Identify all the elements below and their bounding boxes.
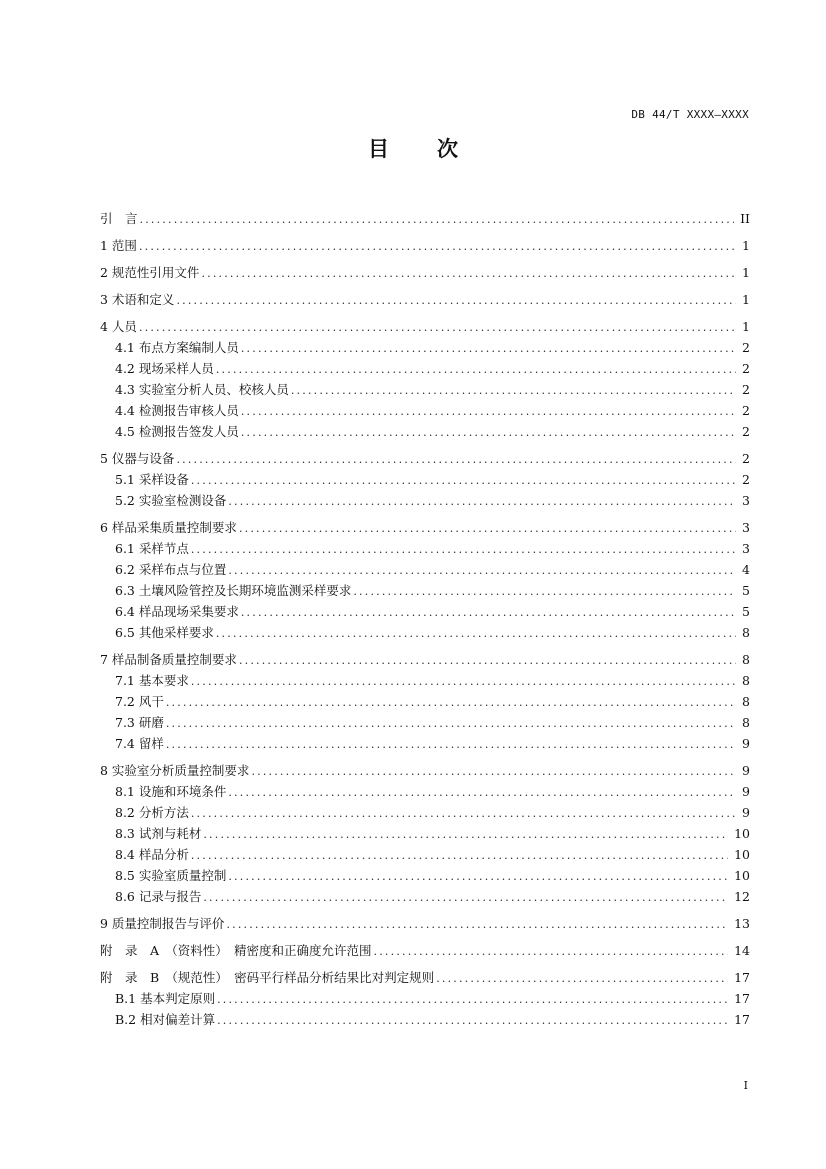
title-char-1: 目 xyxy=(368,136,389,161)
toc-subentry[interactable] xyxy=(100,691,750,712)
toc-dot-leader xyxy=(216,359,736,380)
toc-subentry[interactable] xyxy=(100,865,750,886)
toc-entry-label: 8.3 试剂与耗材 xyxy=(115,826,202,841)
toc-dot-leader xyxy=(176,290,736,311)
toc-entry-label: 附 录 A （资料性） 精密度和正确度允许范围 xyxy=(100,943,372,958)
toc-entry-page: 8 xyxy=(742,652,750,667)
toc-entry-label: 8.4 样品分析 xyxy=(115,847,189,862)
toc-entry-page: 8 xyxy=(742,694,750,709)
toc-entry-label: 7.3 研磨 xyxy=(115,715,164,730)
toc-entry[interactable] xyxy=(100,316,750,337)
toc-dot-leader xyxy=(228,782,736,803)
toc-entry[interactable] xyxy=(100,649,750,670)
toc-entry-page: 1 xyxy=(742,265,750,280)
toc-dot-leader xyxy=(191,845,728,866)
toc-dot-leader xyxy=(139,317,736,338)
toc-entry-label: 4.1 布点方案编制人员 xyxy=(115,340,239,355)
toc-entry-label: 2 规范性引用文件 xyxy=(100,265,200,280)
toc-subentry[interactable] xyxy=(100,733,750,754)
toc-entry-page: 17 xyxy=(734,1012,750,1027)
toc-entry-label: 8.5 实验室质量控制 xyxy=(115,868,227,883)
toc-entry[interactable] xyxy=(100,517,750,538)
toc-entry-label: 3 术语和定义 xyxy=(100,292,175,307)
toc-entry-label: 6 样品采集质量控制要求 xyxy=(100,520,237,535)
toc-subentry[interactable] xyxy=(100,538,750,559)
toc-entry[interactable] xyxy=(100,448,750,469)
toc-entry-label: 5.2 实验室检测设备 xyxy=(115,493,227,508)
toc-subentry[interactable] xyxy=(100,823,750,844)
toc-dot-leader xyxy=(140,209,735,230)
toc-entry-page: 9 xyxy=(742,805,750,820)
toc-dot-leader xyxy=(217,1010,728,1031)
toc-entry-page: 17 xyxy=(734,970,750,985)
toc-dot-leader xyxy=(241,338,736,359)
toc-subentry[interactable] xyxy=(100,337,750,358)
toc-entry-page: 13 xyxy=(734,916,750,931)
toc-entry-label: 5.1 采样设备 xyxy=(115,472,189,487)
toc-dot-leader xyxy=(166,713,736,734)
toc-subentry[interactable] xyxy=(100,469,750,490)
toc-subentry[interactable] xyxy=(100,490,750,511)
toc-dot-leader xyxy=(239,518,736,539)
toc-subentry[interactable] xyxy=(100,781,750,802)
toc-dot-leader xyxy=(191,539,736,560)
toc-entry-page: 8 xyxy=(742,625,750,640)
toc-entry-page: 4 xyxy=(742,562,750,577)
toc-entry-page: 1 xyxy=(742,319,750,334)
toc-entry-label: 7 样品制备质量控制要求 xyxy=(100,652,237,667)
toc-dot-leader xyxy=(191,803,736,824)
toc-subentry[interactable] xyxy=(100,358,750,379)
toc-subentry[interactable] xyxy=(100,559,750,580)
title-char-2: 次 xyxy=(437,136,458,161)
toc-dot-leader xyxy=(374,941,729,962)
toc-entry-page: 2 xyxy=(742,382,750,397)
toc-entry[interactable] xyxy=(100,262,750,283)
toc-entry-label: 8.6 记录与报告 xyxy=(115,889,202,904)
toc-entry-label: 4 人员 xyxy=(100,319,137,334)
toc-dot-leader xyxy=(228,560,736,581)
toc-entry-label: 1 范围 xyxy=(100,238,137,253)
toc-subentry[interactable] xyxy=(100,622,750,643)
toc-dot-leader xyxy=(436,968,728,989)
page-title xyxy=(0,133,826,163)
toc-entry-label: 6.3 土壤风险管控及长期环境监测采样要求 xyxy=(115,583,352,598)
toc-subentry[interactable] xyxy=(100,1009,750,1030)
toc-dot-leader xyxy=(217,989,728,1010)
toc-entry-label: 6.4 样品现场采集要求 xyxy=(115,604,239,619)
toc-entry-page: 9 xyxy=(742,784,750,799)
toc-dot-leader xyxy=(201,263,736,284)
toc-dot-leader xyxy=(176,449,736,470)
toc-entry-label: 7.4 留样 xyxy=(115,736,164,751)
toc-dot-leader xyxy=(139,236,736,257)
toc-entry-page: 3 xyxy=(742,541,750,556)
toc-dot-leader xyxy=(241,401,736,422)
toc-entry-page: 2 xyxy=(742,451,750,466)
toc-subentry[interactable] xyxy=(100,421,750,442)
toc-entry-label: 8.2 分析方法 xyxy=(115,805,189,820)
toc-subentry[interactable] xyxy=(100,400,750,421)
toc-entry-page: 10 xyxy=(734,826,750,841)
toc-dot-leader xyxy=(203,887,728,908)
toc-entry[interactable] xyxy=(100,760,750,781)
toc-entry-label: 4.2 现场采样人员 xyxy=(115,361,214,376)
toc-subentry[interactable] xyxy=(100,379,750,400)
toc-entry-label: 4.4 检测报告审核人员 xyxy=(115,403,239,418)
toc-entry[interactable] xyxy=(100,235,750,256)
toc-entry-page: 2 xyxy=(742,403,750,418)
toc-dot-leader xyxy=(353,581,736,602)
toc-entry-page: 14 xyxy=(734,943,750,958)
toc-entry-page: 1 xyxy=(742,238,750,253)
toc-entry-label: 附 录 B （规范性） 密码平行样品分析结果比对判定规则 xyxy=(100,970,435,985)
toc-entry-label: B.2 相对偏差计算 xyxy=(115,1012,216,1027)
toc-entry-page: 3 xyxy=(742,520,750,535)
toc-entry-label: 7.1 基本要求 xyxy=(115,673,189,688)
toc-subentry[interactable] xyxy=(100,802,750,823)
toc-dot-leader xyxy=(226,914,728,935)
toc-subentry[interactable] xyxy=(100,580,750,601)
toc-entry-page: 10 xyxy=(734,868,750,883)
toc-entry-page: 1 xyxy=(742,292,750,307)
toc-entry-label: 5 仪器与设备 xyxy=(100,451,175,466)
toc-entry[interactable] xyxy=(100,208,750,229)
toc-entry-label: 7.2 风干 xyxy=(115,694,164,709)
toc-entry-label: 9 质量控制报告与评价 xyxy=(100,916,225,931)
toc-entry[interactable] xyxy=(100,913,750,934)
toc-entry-label: 引 言 xyxy=(100,211,138,226)
toc-entry-page: 2 xyxy=(742,361,750,376)
toc-entry-page: 9 xyxy=(742,736,750,751)
toc-entry-label: 6.2 采样布点与位置 xyxy=(115,562,227,577)
toc-subentry[interactable] xyxy=(100,886,750,907)
toc-entry-page: 12 xyxy=(734,889,750,904)
toc-dot-leader xyxy=(191,671,736,692)
toc-entry-page: 9 xyxy=(742,763,750,778)
page-number: I xyxy=(743,1079,748,1092)
toc-entry-label: 8.1 设施和环境条件 xyxy=(115,784,227,799)
toc-entry-page: 10 xyxy=(734,847,750,862)
toc-subentry[interactable] xyxy=(100,844,750,865)
document-code: DB 44/T XXXX—XXXX xyxy=(631,108,749,121)
toc-entry[interactable] xyxy=(100,967,750,988)
toc-entry-page: 2 xyxy=(742,340,750,355)
toc-dot-leader xyxy=(166,734,736,755)
toc-entry-page: 3 xyxy=(742,493,750,508)
toc-entry-label: 6.5 其他采样要求 xyxy=(115,625,214,640)
toc-dot-leader xyxy=(228,866,728,887)
toc-dot-leader xyxy=(241,602,736,623)
toc-dot-leader xyxy=(241,422,736,443)
toc-entry-label: 4.5 检测报告签发人员 xyxy=(115,424,239,439)
toc-entry-label: B.1 基本判定原则 xyxy=(115,991,216,1006)
toc-entry-page: 8 xyxy=(742,673,750,688)
toc-subentry[interactable] xyxy=(100,988,750,1009)
toc-entry-page: 5 xyxy=(742,583,750,598)
toc-dot-leader xyxy=(228,491,736,512)
table-of-contents xyxy=(100,208,750,1030)
toc-dot-leader xyxy=(216,623,736,644)
toc-dot-leader xyxy=(251,761,736,782)
toc-entry[interactable] xyxy=(100,940,750,961)
toc-entry[interactable] xyxy=(100,289,750,310)
toc-dot-leader xyxy=(291,380,736,401)
toc-entry-page: 2 xyxy=(742,424,750,439)
toc-entry-page: 5 xyxy=(742,604,750,619)
toc-dot-leader xyxy=(191,470,736,491)
toc-dot-leader xyxy=(239,650,736,671)
toc-entry-page: 2 xyxy=(742,472,750,487)
toc-entry-page: II xyxy=(740,211,750,226)
toc-entry-page: 8 xyxy=(742,715,750,730)
toc-entry-label: 8 实验室分析质量控制要求 xyxy=(100,763,250,778)
toc-dot-leader xyxy=(203,824,728,845)
toc-entry-label: 6.1 采样节点 xyxy=(115,541,189,556)
toc-subentry[interactable] xyxy=(100,670,750,691)
toc-dot-leader xyxy=(166,692,736,713)
toc-entry-label: 4.3 实验室分析人员、校核人员 xyxy=(115,382,289,397)
toc-entry-page: 17 xyxy=(734,991,750,1006)
toc-subentry[interactable] xyxy=(100,712,750,733)
toc-subentry[interactable] xyxy=(100,601,750,622)
